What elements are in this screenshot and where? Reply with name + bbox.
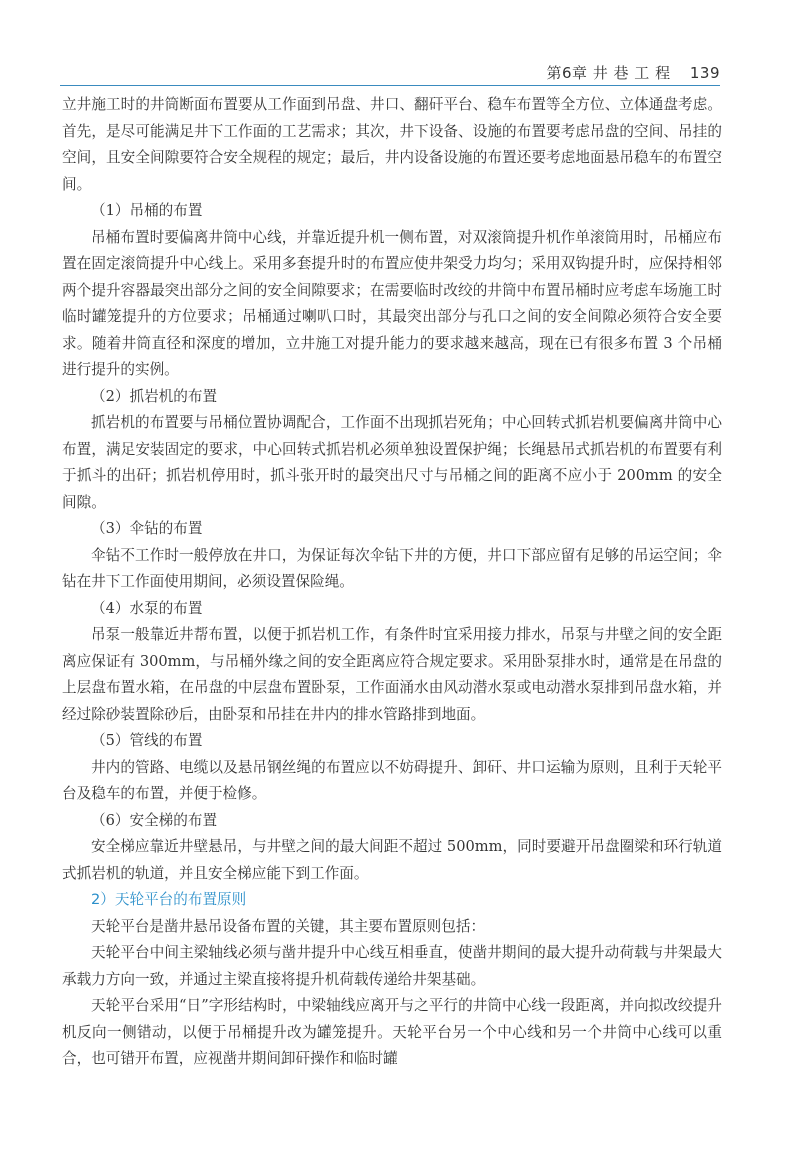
paragraph-sheave-main-beam: 天轮平台中间主梁轴线必须与凿井提升中心线互相垂直，使凿井期间的最大提升动荷载与井架最大承载力方向一致，并通过主梁直接将提升机荷载传递给井架基础。 xyxy=(62,944,722,988)
header-rule xyxy=(60,85,720,86)
paragraph-grab-loader: 抓岩机的布置要与吊桶位置协调配合，工作面不出现抓岩死角；中心回转式抓岩机要偏离井筒中心布置，满足安装固定的要求，中心回转式抓岩机必须单独设置保护绳；长绳悬吊式抓岩机的布置要有利于抓斗的出矸；抓岩机停用时，抓斗张开时的最突出尺寸与吊桶之间的距离不应小于 200mm 的安全间隙。 xyxy=(62,414,722,511)
paragraph-umbrella-drill: 伞钻不工作时一般停放在井口，为保证每次伞钻下井的方便，井口下部应留有足够的吊运空间；伞钻在井下工作面使用期间，必须设置保险绳。 xyxy=(62,546,722,590)
section-heading-sheave-platform: 2）天轮平台的布置原则 xyxy=(91,891,247,908)
subheading-bucket: （1）吊桶的布置 xyxy=(91,202,203,219)
paragraph-safety-ladder: 安全梯应靠近井壁悬吊，与井壁之间的最大间距不超过 500mm，同时要避开吊盘圈梁和环行轨道式抓岩机的轨道，并且安全梯应能下到工作面。 xyxy=(62,838,722,882)
paragraph-intro: 立井施工时的井筒断面布置要从工作面到吊盘、井口、翻矸平台、稳车布置等全方位、立体通盘考虑。首先，是尽可能满足井下工作面的工艺需求；其次，井下设备、设施的布置要考虑吊盘的空间、吊挂的空间，且安全间隙要符合安全规程的规定；最后，井内设备设施的布置还要考虑地面悬吊稳车的布置空间。 xyxy=(62,96,722,193)
body-text xyxy=(62,92,722,1073)
running-header xyxy=(0,62,720,82)
subheading-safety-ladder: （6）安全梯的布置 xyxy=(91,811,218,829)
paragraph-sheave-intro: 天轮平台是凿井悬吊设备布置的关键，其主要布置原则包括： xyxy=(91,917,486,935)
subheading-pipelines: （5）管线的布置 xyxy=(91,732,203,749)
paragraph-bucket: 吊桶布置时要偏离井筒中心线，并靠近提升机一侧布置，对双滚筒提升机作单滚筒用时，吊桶应布置在固定滚筒提升中心线上。采用多套提升时的布置应使井架受力均匀；采用双钩提升时，应保持相邻两个提升容器最突出部分之间的安全间隙要求；在需要临时改绞的井筒中布置吊桶时应考虑车场施工时临时罐笼提升的方位要求；吊桶通过喇叭口时，其最突出部分与孔口之间的安全间隙必须符合安全要求。随着井筒直径和深度的增加，立井施工对提升能力的要求越来越高，现在已有很多布置 3 个吊桶进行提升的实例。 xyxy=(62,228,722,378)
paragraph-water-pump: 吊泵一般靠近井帮布置，以便于抓岩机工作，有条件时宜采用接力排水，吊泵与井壁之间的安全距离应保证有 300mm，与吊桶外缘之间的安全距离应符合规定要求。采用卧泵排水时，通常是在吊盘的上层盘布置水箱，在吊盘的中层盘布置卧泵，工作面涌水由风动潜水泵或电动潜水泵排到吊盘水箱，并经过除砂装置除砂后，由卧泵和吊挂在井内的排水管路排到地面。 xyxy=(62,626,722,723)
chapter-title: 第6章 井 巷 工 程 xyxy=(546,64,671,82)
paragraph-sheave-structure: 天轮平台采用“日”字形结构时，中梁轴线应离开与之平行的井筒中心线一段距离，并向拟改绞提升机反向一侧错动，以便于吊桶提升改为罐笼提升。天轮平台另一个中心线和另一个井筒中心线可以重合，也可错开布置，应视凿井期间卸矸操作和临时罐 xyxy=(62,997,722,1067)
subheading-grab-loader: （2）抓岩机的布置 xyxy=(91,387,218,405)
page-number: 139 xyxy=(689,64,720,82)
paragraph-pipelines: 井内的管路、电缆以及悬吊钢丝绳的布置应以不妨碍提升、卸矸、井口运输为原则，且利于天轮平台及稳车的布置，并便于检修。 xyxy=(62,758,722,802)
subheading-umbrella-drill: （3）伞钻的布置 xyxy=(91,520,203,537)
subheading-water-pump: （4）水泵的布置 xyxy=(91,599,203,617)
